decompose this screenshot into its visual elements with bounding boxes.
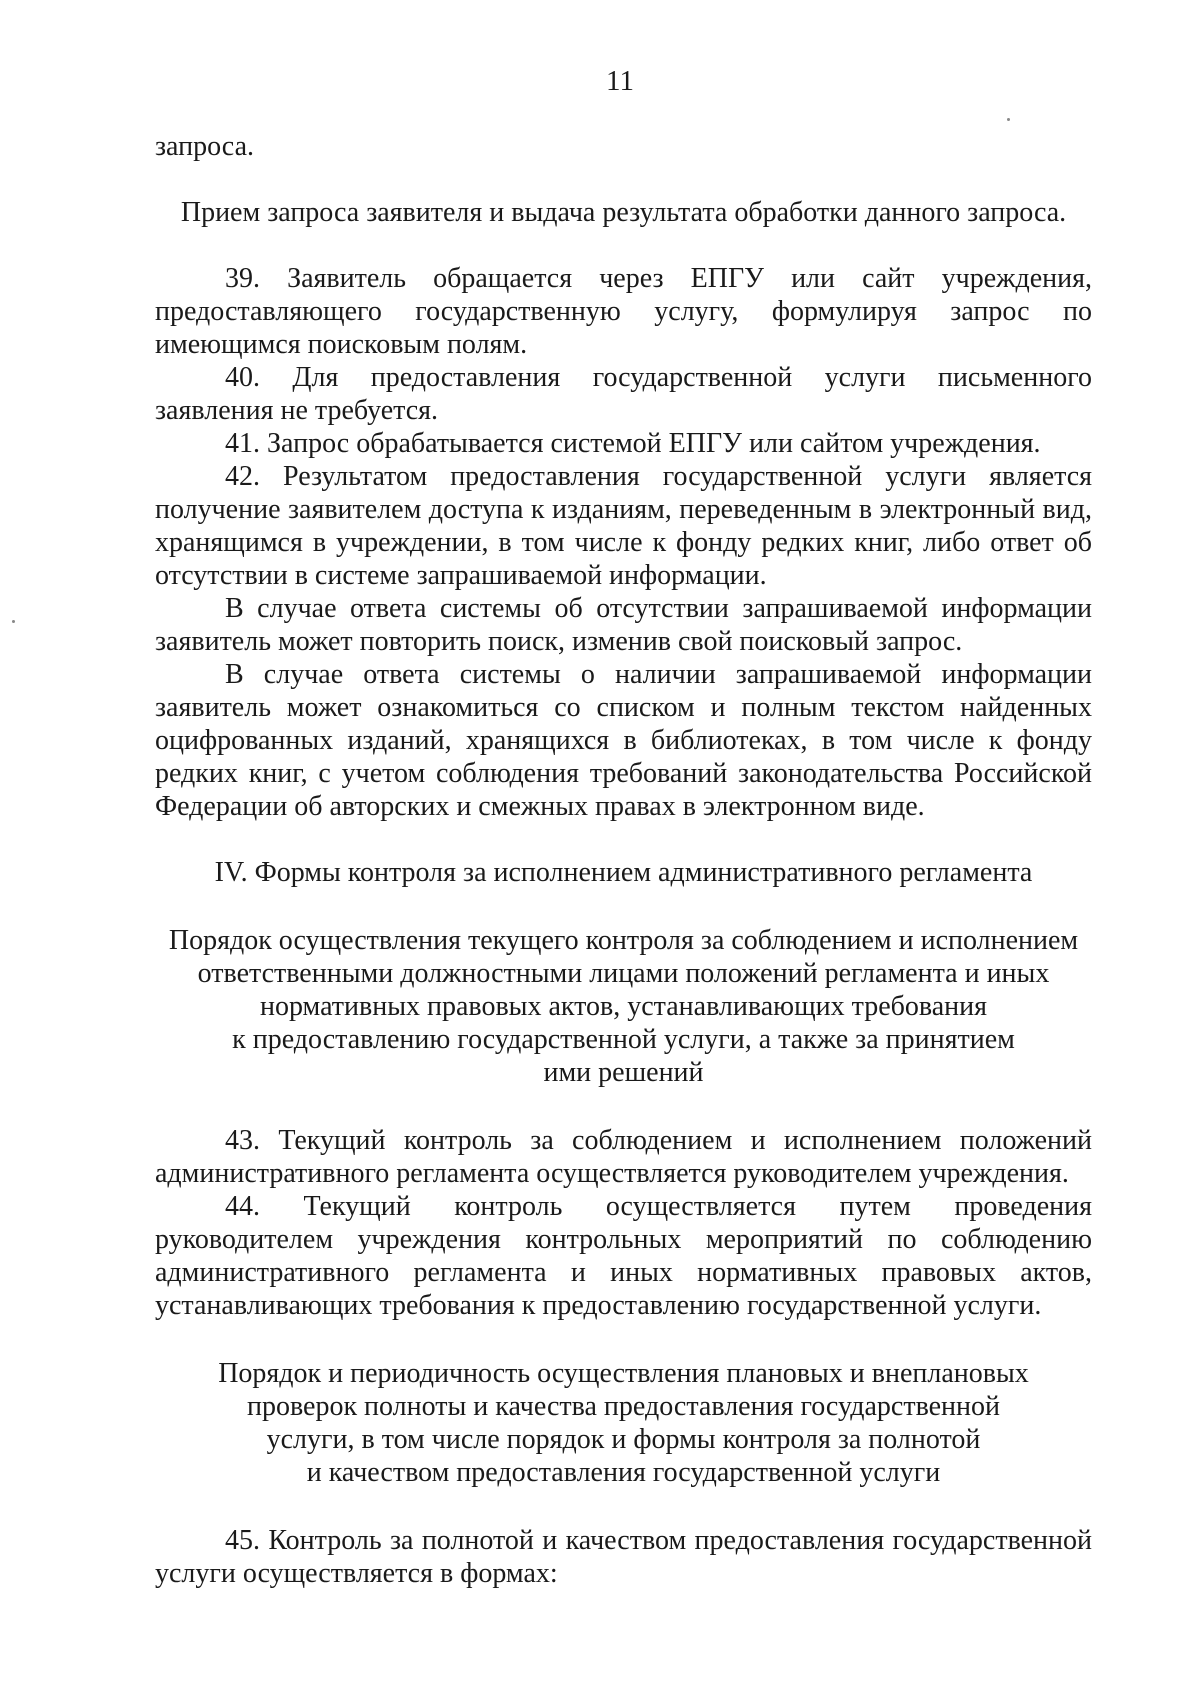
scan-speck — [1007, 118, 1010, 121]
vertical-gap — [155, 1089, 1092, 1124]
paragraph-line: оцифрованных изданий, хранящихся в библиотеках, в том числе к фонду — [155, 725, 1092, 756]
paragraph-first-line: В случае ответа системы о наличии запрашиваемой информации — [225, 659, 1092, 690]
paragraph-last-line: заявления не требуется. — [155, 395, 439, 426]
paragraph-first-line: В случае ответа системы об отсутствии запрашиваемой информации — [225, 593, 1092, 624]
document-body — [155, 130, 1092, 1590]
paragraph-first-line: 43. Текущий контроль за соблюдением и исполнением положений — [225, 1125, 1092, 1156]
heading-line: нормативных правовых актов, устанавливающих требования — [259, 991, 988, 1022]
paragraph-first-line: 40. Для предоставления государственной услуги письменного — [225, 362, 1092, 393]
paragraph-line: предоставляющего государственную услугу, формулируя запрос по — [155, 296, 1092, 327]
heading-line: Порядок и периодичность осуществления плановых и внеплановых — [218, 1358, 1029, 1389]
paragraph-last-line: устанавливающих требования к предоставлению государственной услуги. — [155, 1290, 1042, 1321]
paragraph-line: хранящимся в учреждении, в том числе к фонду редких книг, либо ответ об — [155, 527, 1092, 558]
heading-line: и качеством предоставления государственной услуги — [306, 1457, 941, 1488]
paragraph-last-line: заявитель может повторить поиск, изменив свой поисковый запрос. — [155, 626, 963, 657]
heading-line: ответственными должностными лицами положений регламента и иных — [197, 958, 1050, 989]
paragraph-line: административного регламента и иных нормативных правовых актов, — [155, 1257, 1092, 1288]
paragraph-last-line: административного регламента осуществляется руководителем учреждения. — [155, 1158, 1069, 1189]
heading-line: Прием запроса заявителя и выдача результата обработки данного запроса. — [180, 197, 1067, 228]
paragraph-last-line: запроса. — [155, 131, 254, 162]
paragraph-line: руководителем учреждения контрольных мероприятий по соблюдению — [155, 1224, 1092, 1255]
vertical-gap — [155, 163, 1092, 196]
vertical-gap — [155, 889, 1092, 924]
heading-line: Порядок осуществления текущего контроля за соблюдением и исполнением — [168, 925, 1079, 956]
vertical-gap — [155, 823, 1092, 856]
paragraph-first-line: 39. Заявитель обращается через ЕПГУ или сайт учреждения, — [225, 263, 1092, 294]
heading-line: проверок полноты и качества предоставления государственной — [246, 1391, 1001, 1422]
paragraph-first-line: 42. Результатом предоставления государственной услуги является — [225, 461, 1092, 492]
paragraph-last-line: имеющимся поисковым полям. — [155, 329, 528, 360]
paragraph-first-line: 45. Контроль за полнотой и качеством предоставления государственной — [225, 1525, 1092, 1556]
paragraph-line: получение заявителем доступа к изданиям, переведенным в электронный вид, — [155, 494, 1092, 525]
paragraph-last-line: услуги осуществляется в формах: — [155, 1558, 558, 1589]
paragraph-line: редких книг, с учетом соблюдения требований законодательства Российской — [155, 758, 1092, 789]
vertical-gap — [155, 1489, 1092, 1524]
paragraph-line: заявитель может ознакомиться со списком и полным текстом найденных — [155, 692, 1092, 723]
paragraph-last-line: отсутствии в системе запрашиваемой информации. — [155, 560, 767, 591]
vertical-gap — [155, 1322, 1092, 1357]
scan-speck — [12, 620, 15, 623]
heading-line: услуги, в том числе порядок и формы контроля за полнотой — [266, 1424, 981, 1455]
paragraph-first-line: 44. Текущий контроль осуществляется путем проведения — [225, 1191, 1092, 1222]
paragraph-last-line: Федерации об авторских и смежных правах в электронном виде. — [155, 791, 925, 822]
heading-line: IV. Формы контроля за исполнением административного регламента — [214, 857, 1033, 888]
paragraph-first-line: 41. Запрос обрабатывается системой ЕПГУ или сайтом учреждения. — [225, 428, 1041, 459]
vertical-gap — [155, 229, 1092, 262]
heading-line: к предоставлению государственной услуги, а также за принятием — [232, 1024, 1015, 1055]
page-number: 11 — [606, 65, 634, 97]
heading-line: ими решений — [543, 1057, 704, 1088]
